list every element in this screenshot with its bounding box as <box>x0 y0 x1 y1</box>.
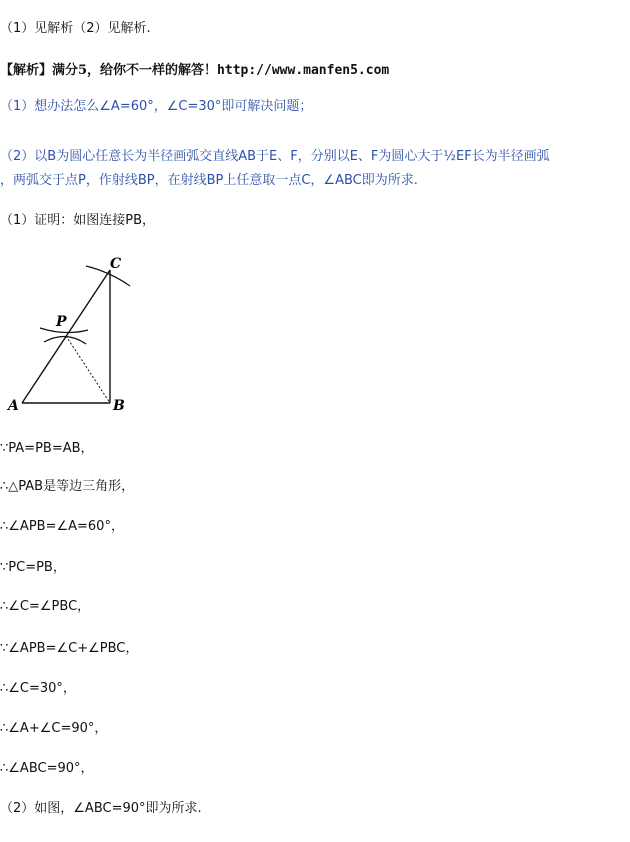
proof-step-5: ∴∠C=∠PBC， <box>0 599 91 614</box>
analysis-header <box>0 62 389 80</box>
geometry-diagram <box>0 250 170 420</box>
answer-line: （1）见解析（2）见解析. <box>0 21 151 36</box>
proof-step-8: ∴∠A+∠C=90°， <box>0 721 108 736</box>
proof-step-1: ∵PA=PB=AB， <box>0 441 94 456</box>
segment-pb-dotted <box>66 336 110 403</box>
hint-2-line-2: ，两弧交于点P，作射线BP，在射线BP上任意取一点C，∠ABC即为所求. <box>0 173 418 188</box>
proof-step-3: ∴∠APB=∠A=60°， <box>0 519 124 534</box>
hint-2-line-1: （2）以B为圆心任意长为半径画弧交直线AB于E、F，分别以E、F为圆心大于½EF长为半径画弧 <box>0 149 550 164</box>
label-p: P <box>56 314 67 330</box>
proof-step-4: ∵PC=PB， <box>0 560 66 575</box>
proof-step-9: ∴∠ABC=90°， <box>0 761 94 776</box>
conclusion: （2）如图，∠ABC=90°即为所求. <box>0 801 202 816</box>
proof-step-6: ∵∠APB=∠C+∠PBC， <box>0 641 139 656</box>
proof-step-7: ∴∠C=30°， <box>0 681 76 696</box>
proof-step-2: ∴△PAB是等边三角形， <box>0 479 135 494</box>
arc-c <box>86 266 130 286</box>
hint-1: （1）想办法怎么∠A=60°，∠C=30°即可解决问题； <box>0 99 313 114</box>
label-b: B <box>113 398 125 414</box>
analysis-tag: 【解析】满分5，给你不一样的解答！ <box>0 63 218 78</box>
label-a: A <box>8 398 19 414</box>
label-c: C <box>110 256 122 272</box>
analysis-url: http://www.manfen5.com <box>217 63 390 78</box>
proof-intro: （1）证明：如图连接PB， <box>0 213 156 228</box>
